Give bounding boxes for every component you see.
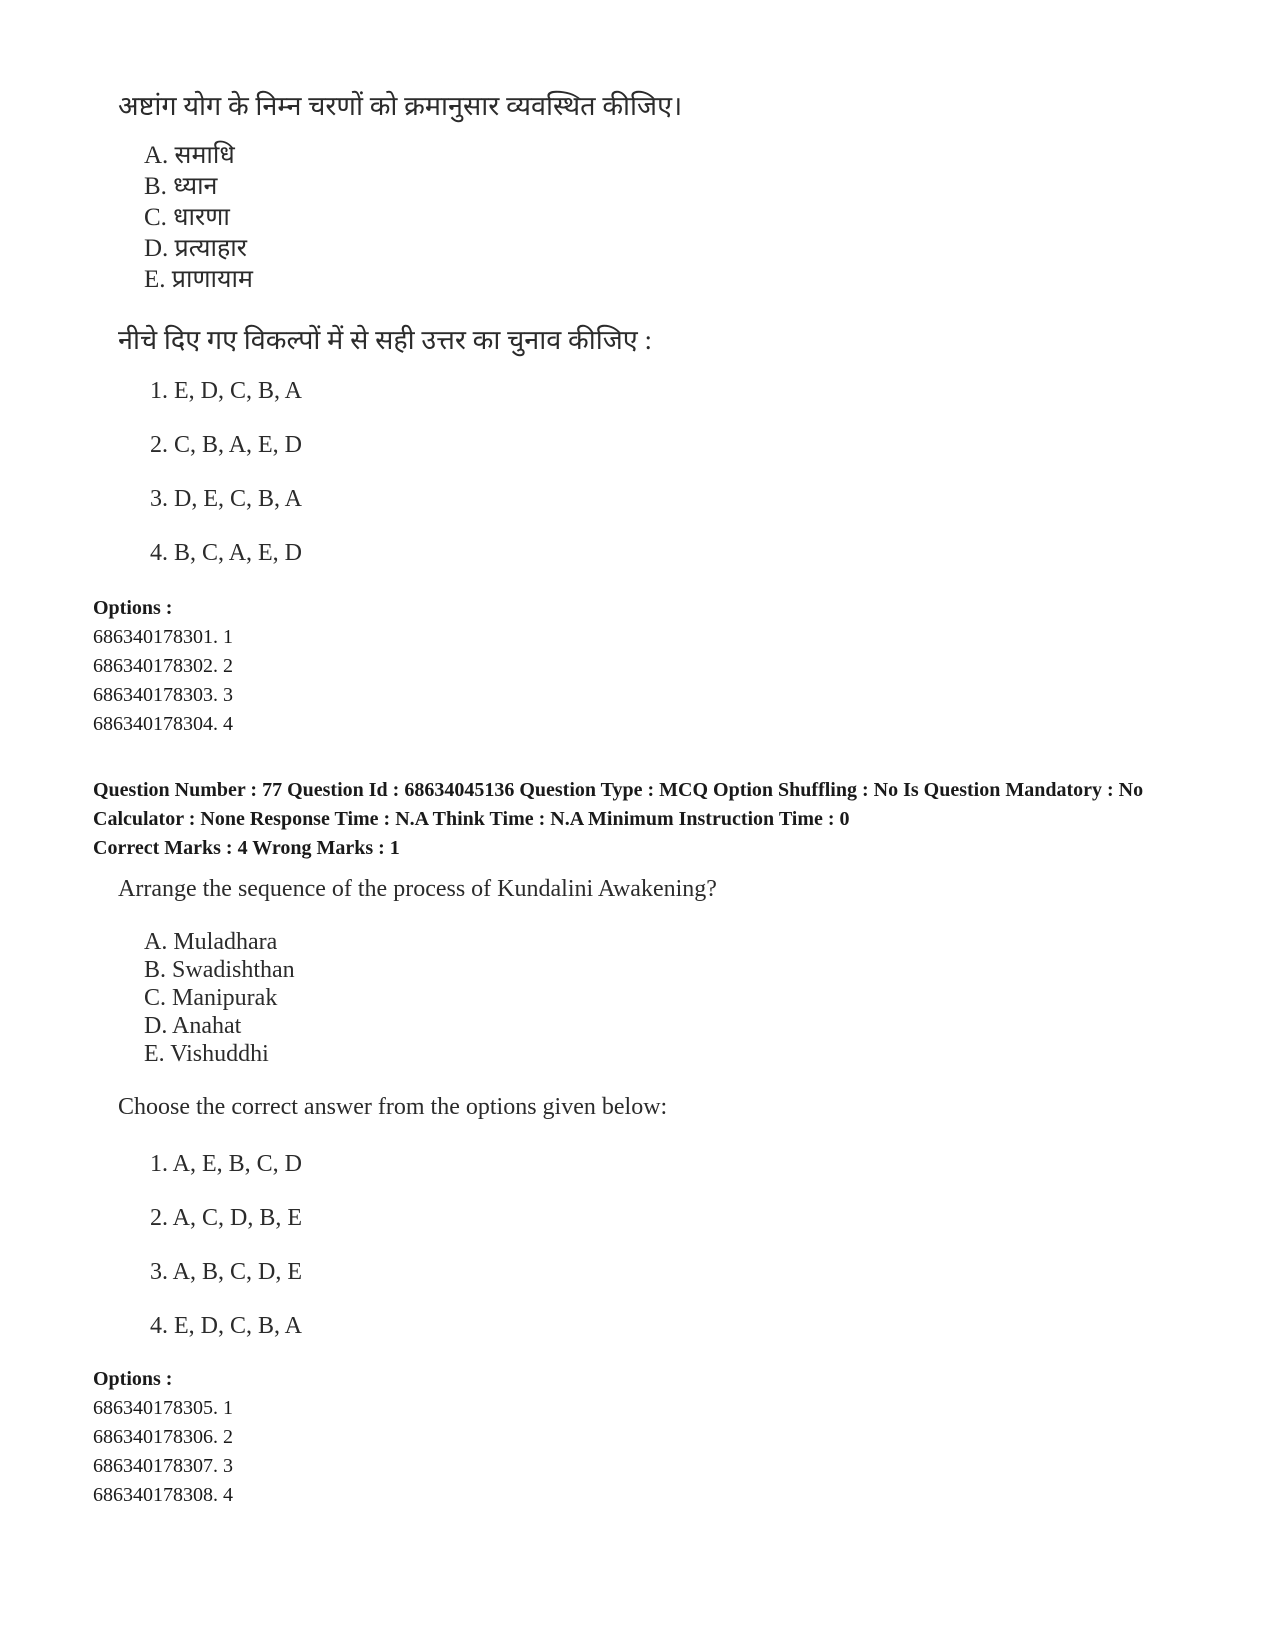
answer-choice: 2. C, B, A, E, D — [150, 432, 303, 458]
question-marks-line: Correct Marks : 4 Wrong Marks : 1 — [93, 837, 400, 859]
list-item: A. समाधि — [144, 142, 235, 169]
option-item: 686340178304. 4 — [93, 713, 233, 735]
list-item: C. धारणा — [144, 204, 230, 231]
list-item: B. ध्यान — [144, 173, 218, 200]
question-stem: Arrange the sequence of the process of Kundalini Awakening? — [118, 876, 717, 902]
options-list — [93, 594, 233, 739]
question-meta-line: Question Number : 77 Question Id : 68634045136 Question Type : MCQ Option Shuffling : No Is Question Mandatory : No Calculator : None Response Time : N.A Think Time : N.A Minimum Instruction Time : 0 — [93, 779, 1144, 830]
option-item: 686340178301. 1 — [93, 626, 233, 648]
answer-choice: 3. A, B, C, D, E — [150, 1259, 303, 1285]
answer-choice: 1. A, E, B, C, D — [150, 1151, 303, 1177]
answer-choice: 3. D, E, C, B, A — [150, 486, 303, 512]
answer-choices — [150, 1148, 302, 1364]
answer-choice: 2. A, C, D, B, E — [150, 1205, 303, 1231]
option-item: 686340178307. 3 — [93, 1455, 233, 1477]
option-item: 686340178308. 4 — [93, 1484, 233, 1506]
question-meta — [93, 776, 1213, 863]
list-item: C. Manipurak — [144, 985, 278, 1011]
list-item: D. प्रत्याहार — [144, 235, 247, 262]
question-instruction: Choose the correct answer from the options given below: — [118, 1094, 668, 1120]
list-item: E. Vishuddhi — [144, 1041, 269, 1067]
option-item: 686340178306. 2 — [93, 1426, 233, 1448]
question-stem: अष्टांग योग के निम्न चरणों को क्रमानुसार व्यवस्थित कीजिए। — [118, 91, 683, 121]
list-item: B. Swadishthan — [144, 957, 295, 983]
answer-choices — [150, 375, 302, 591]
answer-choice: 1. E, D, C, B, A — [150, 378, 303, 404]
list-item: E. प्राणायाम — [144, 266, 253, 293]
option-item: 686340178305. 1 — [93, 1397, 233, 1419]
list-item: A. Muladhara — [144, 929, 278, 955]
answer-choice: 4. E, D, C, B, A — [150, 1313, 303, 1339]
option-item: 686340178302. 2 — [93, 655, 233, 677]
options-label: Options : — [93, 597, 173, 619]
answer-choice: 4. B, C, A, E, D — [150, 540, 303, 566]
option-item: 686340178303. 3 — [93, 684, 233, 706]
question-items — [144, 140, 253, 295]
question-items — [144, 928, 295, 1068]
list-item: D. Anahat — [144, 1013, 242, 1039]
question-instruction: नीचे दिए गए विकल्पों में से सही उत्तर का चुनाव कीजिए : — [118, 325, 652, 355]
options-list — [93, 1365, 233, 1510]
options-label: Options : — [93, 1368, 173, 1390]
